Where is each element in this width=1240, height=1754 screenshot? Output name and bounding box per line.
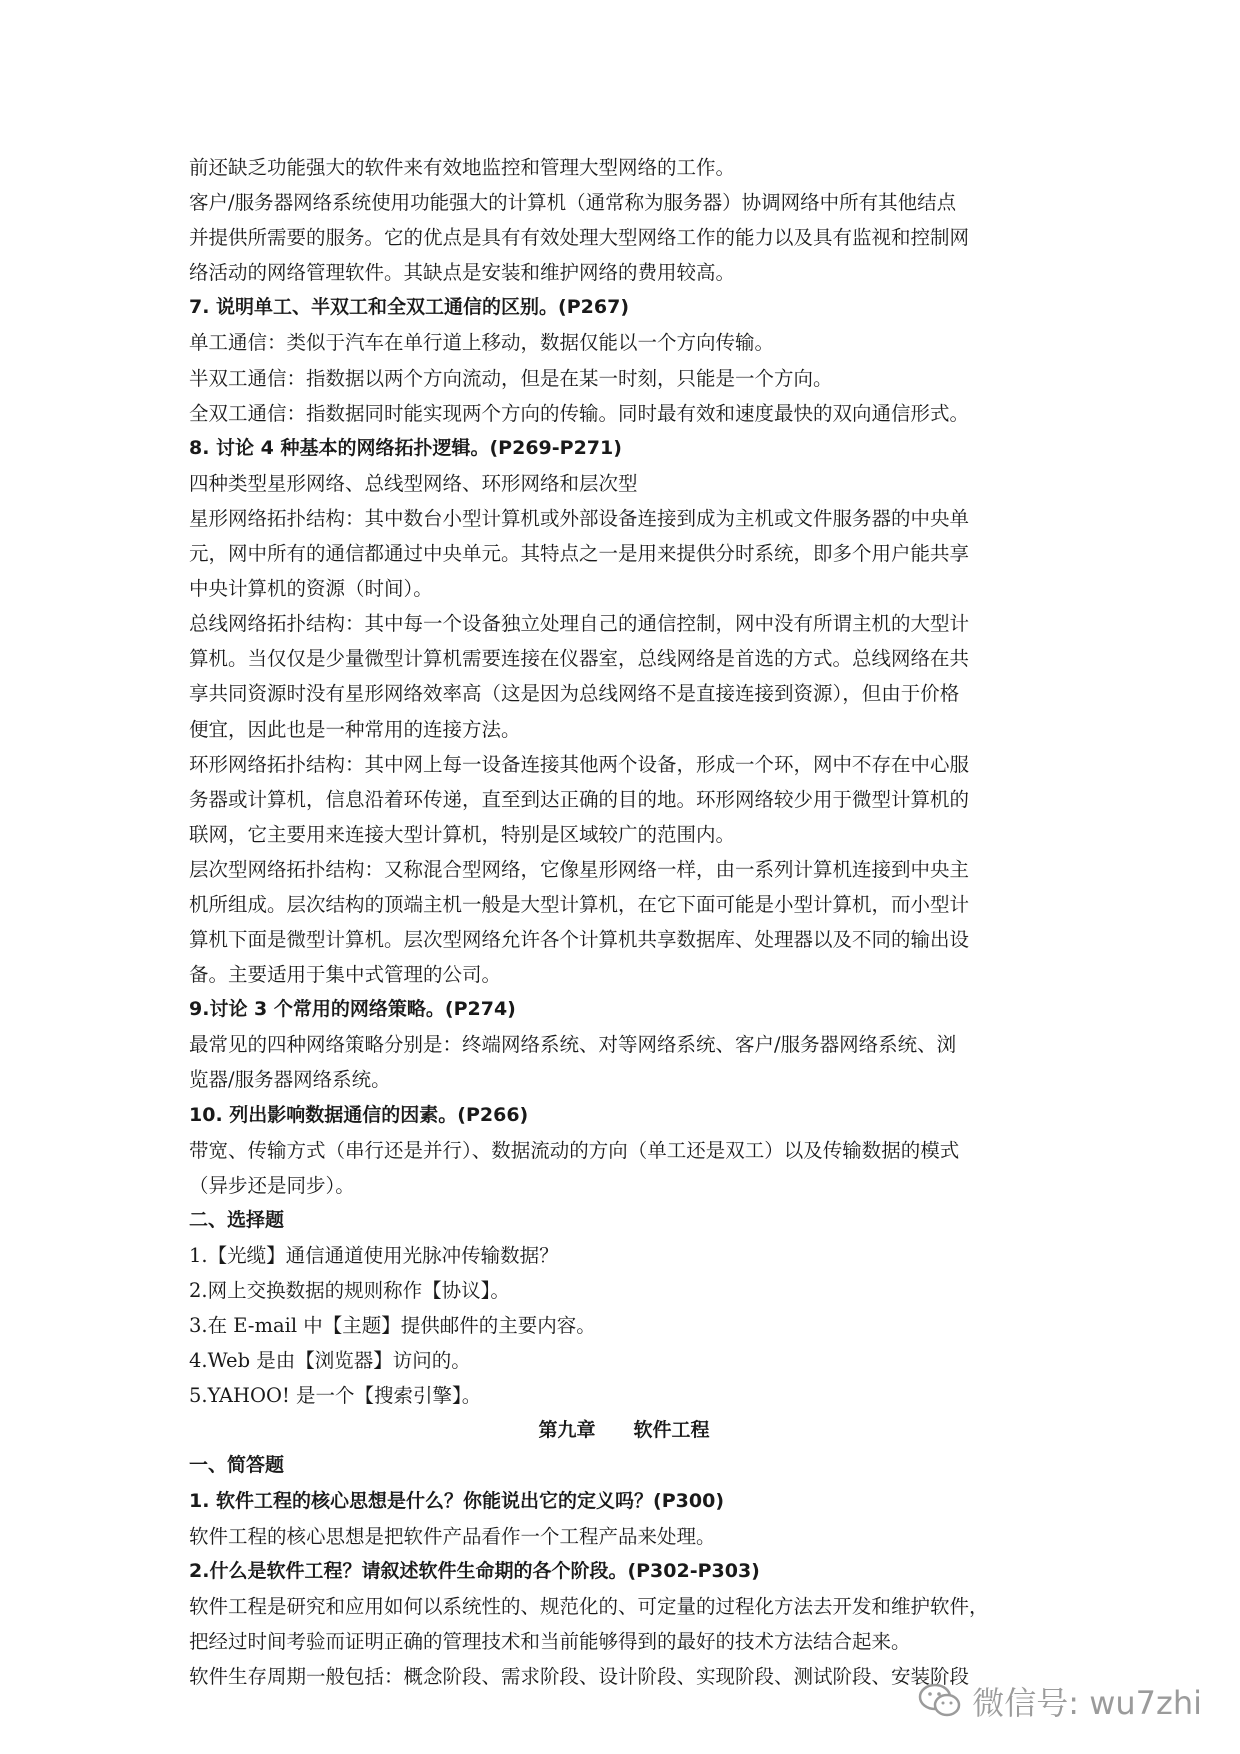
wechat-icon xyxy=(918,1682,962,1720)
text-line: 把经过时间考验而证明正确的管理技术和当前能够得到的最好的技术方法结合起来。 xyxy=(189,1629,911,1653)
text-line: 软件工程的核心思想是把软件产品看作一个工程产品来处理。 xyxy=(189,1524,716,1548)
heading-line: 一、简答题 xyxy=(189,1454,285,1477)
heading-line: 9.讨论 3 个常用的网络策略。(P274) xyxy=(189,998,516,1021)
text-line: 客户/服务器网络系统使用功能强大的计算机（通常称为服务器）协调网络中所有其他结点 xyxy=(189,191,957,215)
watermark xyxy=(918,1678,1202,1724)
text-line: 最常见的四种网络策略分别是：终端网络系统、对等网络系统、客户/服务器网络系统、浏 xyxy=(189,1033,957,1057)
page-body xyxy=(189,150,1059,1694)
text-line: 星形网络拓扑结构：其中数台小型计算机或外部设备连接到成为主机或文件服务器的中央单 xyxy=(189,506,970,530)
text-line: 软件生存周期一般包括：概念阶段、需求阶段、设计阶段、实现阶段、测试阶段、安装阶段 xyxy=(189,1665,970,1689)
text-line: 3.在 E-mail 中【主题】提供邮件的主要内容。 xyxy=(189,1314,596,1338)
heading-line: 二、选择题 xyxy=(189,1208,285,1231)
text-line: 并提供所需要的服务。它的优点是具有有效处理大型网络工作的能力以及具有监视和控制网 xyxy=(189,226,970,250)
text-line: 享共同资源时没有星形网络效率高（这是因为总线网络不是直接连接到资源），但由于价格 xyxy=(189,682,960,706)
watermark-text: 微信号: wu7zhi xyxy=(972,1684,1202,1722)
text-line: 1.【光缆】通信通道使用光脉冲传输数据？ xyxy=(189,1243,559,1267)
text-line: 中央计算机的资源（时间）。 xyxy=(189,577,433,601)
text-line: 带宽、传输方式（串行还是并行）、数据流动的方向（单工还是双工）以及传输数据的模式 xyxy=(189,1138,960,1162)
text-line: 览器/服务器网络系统。 xyxy=(189,1068,391,1092)
text-line: 算机下面是微型计算机。层次型网络允许各个计算机共享数据库、处理器以及不同的输出设 xyxy=(189,928,970,952)
heading-line: 1. 软件工程的核心思想是什么？你能说出它的定义吗？(P300) xyxy=(189,1489,725,1512)
text-line: 环形网络拓扑结构：其中网上每一设备连接其他两个设备，形成一个环，网中不存在中心服 xyxy=(189,752,970,776)
text-line: 络活动的网络管理软件。其缺点是安装和维护网络的费用较高。 xyxy=(189,261,736,285)
text-line: 机所组成。层次结构的顶端主机一般是大型计算机，在它下面可能是小型计算机，而小型计 xyxy=(189,892,970,916)
text-line: 务器或计算机，信息沿着环传递，直至到达正确的目的地。环形网络较少用于微型计算机的 xyxy=(189,787,970,811)
text-line: 5.YAHOO! 是一个【搜索引擎】。 xyxy=(189,1384,482,1408)
text-line: 备。主要适用于集中式管理的公司。 xyxy=(189,963,502,987)
text-line: 2.网上交换数据的规则称作【协议】。 xyxy=(189,1279,510,1302)
heading-line: 第九章 软件工程 xyxy=(538,1419,710,1442)
text-line: 4.Web 是由【浏览器】访问的。 xyxy=(189,1349,471,1373)
text-line: 层次型网络拓扑结构：又称混合型网络，它像星形网络一样，由一系列计算机连接到中央主 xyxy=(189,857,970,881)
heading-line: 10. 列出影响数据通信的因素。(P266) xyxy=(189,1103,529,1126)
text-line: （异步还是同步）。 xyxy=(189,1173,355,1197)
heading-line: 2.什么是软件工程？请叙述软件生命期的各个阶段。(P302-P303) xyxy=(189,1559,760,1582)
text-line: 联网，它主要用来连接大型计算机，特别是区域较广的范围内。 xyxy=(189,822,736,846)
text-line: 便宜，因此也是一种常用的连接方法。 xyxy=(189,717,521,741)
text-line: 前还缺乏功能强大的软件来有效地监控和管理大型网络的工作。 xyxy=(189,156,736,179)
text-line: 全双工通信：指数据同时能实现两个方向的传输。同时最有效和速度最快的双向通信形式。 xyxy=(189,401,970,425)
text-line: 半双工通信：指数据以两个方向流动，但是在某一时刻，只能是一个方向。 xyxy=(189,366,833,390)
text-line: 算机。当仅仅是少量微型计算机需要连接在仪器室，总线网络是首选的方式。总线网络在共 xyxy=(189,647,970,671)
text-line: 单工通信：类似于汽车在单行道上移动，数据仅能以一个方向传输。 xyxy=(189,331,775,355)
heading-line: 8. 讨论 4 种基本的网络拓扑逻辑。(P269-P271) xyxy=(189,436,622,459)
text-line: 元，网中所有的通信都通过中央单元。其特点之一是用来提供分时系统，即多个用户能共享 xyxy=(189,542,970,566)
text-line: 四种类型星形网络、总线型网络、环形网络和层次型 xyxy=(189,471,638,495)
text-line: 软件工程是研究和应用如何以系统性的、规范化的、可定量的过程化方法去开发和维护软件， xyxy=(189,1594,989,1618)
heading-line: 7. 说明单工、半双工和全双工通信的区别。(P267) xyxy=(189,296,630,319)
text-line: 总线网络拓扑结构：其中每一个设备独立处理自己的通信控制，网中没有所谓主机的大型计 xyxy=(189,612,970,636)
